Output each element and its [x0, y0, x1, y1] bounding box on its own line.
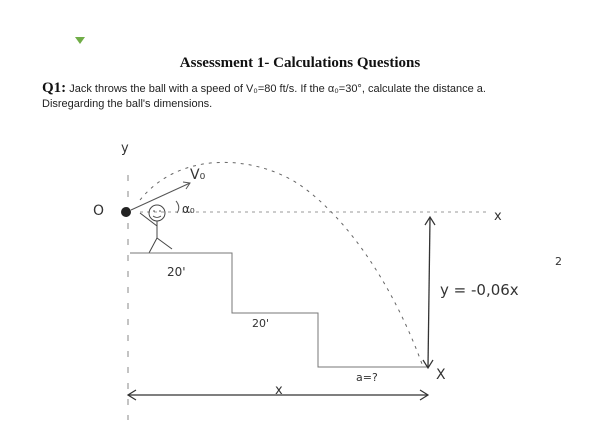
step1-label: 20': [167, 265, 186, 279]
question-label: Q1:: [42, 80, 67, 96]
alpha0-label: α₀: [182, 202, 195, 216]
ball: [121, 207, 131, 217]
x-label-right: x: [494, 209, 502, 224]
angle-arc: [176, 201, 179, 213]
a-label: a=?: [356, 371, 378, 384]
y-drop-arrow: [428, 218, 430, 367]
step2-label: 20': [252, 317, 270, 330]
equation-exponent: 2: [555, 255, 562, 268]
y-axis-label: y: [121, 141, 129, 156]
origin-label: O: [93, 203, 105, 219]
question-line-2: Disregarding the ball's dimensions.: [42, 98, 213, 110]
v0-label: V₀: [190, 167, 206, 183]
page-title: Assessment 1- Calculations Questions: [179, 55, 421, 71]
trajectory: [140, 162, 422, 364]
x-label-bottom: x: [275, 383, 283, 398]
equation: y = -0,06x: [440, 281, 519, 299]
x-label-end: X: [436, 367, 446, 383]
question-line-1: Jack throws the ball with a speed of V₀=80 ft/s. If the α₀=30°, calculate the distance a.: [69, 83, 486, 95]
